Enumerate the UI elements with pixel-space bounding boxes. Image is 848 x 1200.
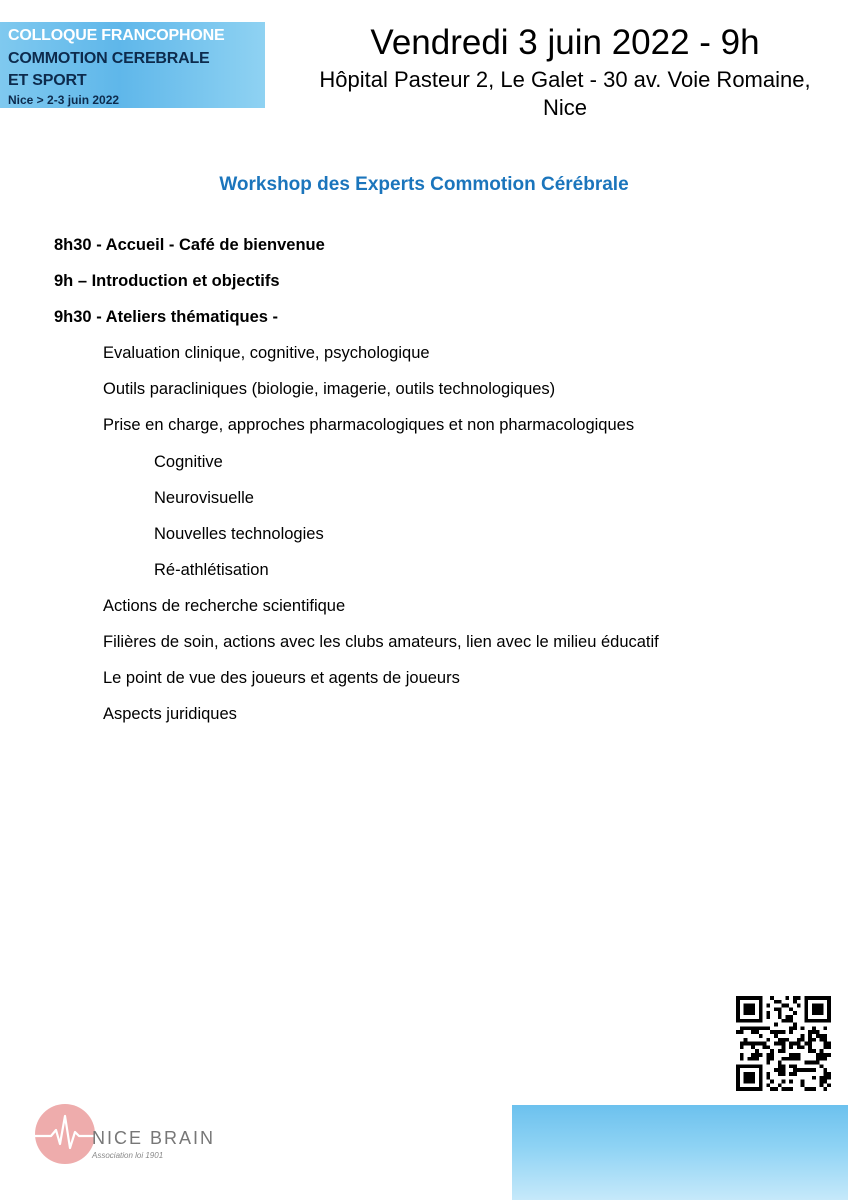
banner-line-4: Nice > 2-3 juin 2022 (8, 93, 120, 107)
workshop-subitem: Ré-athlétisation (154, 561, 269, 579)
colloque-banner (0, 22, 265, 108)
workshop-item: Le point de vue des joueurs et agents de joueurs (103, 669, 460, 687)
event-location (290, 66, 840, 122)
workshop-subitem: Cognitive (154, 453, 223, 471)
banner-line-2: COMMOTION CEREBRALE (8, 50, 210, 67)
logo-name: NICE BRAIN (92, 1128, 216, 1148)
logo-subtitle: Association loi 1901 (92, 1151, 164, 1160)
workshop-subitem: Neurovisuelle (154, 489, 254, 507)
program-item: 8h30 - Accueil - Café de bienvenue (54, 236, 325, 254)
banner-line-1: COLLOQUE FRANCOPHONE (8, 27, 225, 44)
event-date: Vendredi 3 juin 2022 - 9h (370, 23, 760, 62)
location-line-1: Hôpital Pasteur 2, Le Galet - 30 av. Voie Romaine, (319, 67, 811, 92)
decorative-band (512, 1105, 848, 1200)
workshop-item: Outils paracliniques (biologie, imagerie, outils technologiques) (103, 380, 556, 398)
program-item: 9h30 - Ateliers thématiques - (54, 308, 279, 326)
qr-code[interactable] (736, 996, 831, 1091)
workshop-item: Evaluation clinique, cognitive, psychologique (103, 344, 430, 362)
workshop-item: Actions de recherche scientifique (103, 597, 346, 615)
workshop-item: Prise en charge, approches pharmacologiques et non pharmacologiques (103, 416, 635, 434)
banner-line-3: ET SPORT (8, 72, 87, 89)
location-line-2: Nice (542, 95, 587, 120)
program-item: 9h – Introduction et objectifs (54, 272, 280, 290)
workshop-title: Workshop des Experts Commotion Cérébrale (219, 174, 629, 195)
workshop-subitem: Nouvelles technologies (154, 525, 324, 543)
workshop-item: Filières de soin, actions avec les clubs amateurs, lien avec le milieu éducatif (103, 633, 659, 651)
workshop-item: Aspects juridiques (103, 705, 237, 723)
